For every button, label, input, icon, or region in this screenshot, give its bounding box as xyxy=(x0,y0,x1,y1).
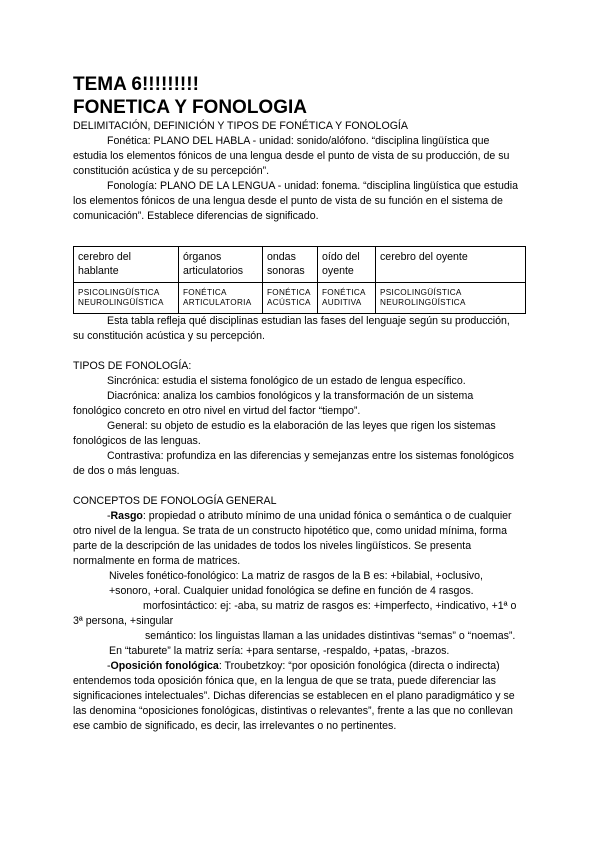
nivel-morfosintactico: morfosintáctico: ej: -aba, su matriz de rasgos es: +imperfecto, +indicativo, +1ª o 3ª persona, +singular xyxy=(73,600,517,627)
table-header-cell: ondas sonoras xyxy=(263,247,318,283)
paragraph-fonetica: Fonética: PLANO DEL HABLA - unidad: sonido/alófono. “disciplina lingüística que estudia los elementos fónicos de una lengua desde el punto de vista de su producción, de su constitución acústica y de su percepción”. xyxy=(73,135,510,177)
oposicion-prefix: - xyxy=(107,660,111,672)
tipo-sincronica: Sincrónica: estudia el sistema fonológico de un estado de lengua específico. xyxy=(107,375,466,387)
table-cell: FONÉTICA ARTICULATORIA xyxy=(179,283,263,314)
table-row xyxy=(74,283,526,314)
title-main: FONETICA Y FONOLOGIA xyxy=(73,97,307,118)
title-tema: TEMA 6!!!!!!!!! xyxy=(73,74,199,95)
rasgo-prefix: - xyxy=(107,510,111,522)
section-heading-delimitacion: DELIMITACIÓN, DEFINICIÓN Y TIPOS DE FONÉTICA Y FONOLOGÍA xyxy=(73,120,408,132)
table-cell: PSICOLINGÜÍSTICA NEUROLINGÜÍSTICA xyxy=(74,283,179,314)
table-cell: FONÉTICA ACÚSTICA xyxy=(263,283,318,314)
section-heading-conceptos: CONCEPTOS DE FONOLOGÍA GENERAL xyxy=(73,495,277,507)
paragraph-rasgo xyxy=(73,509,523,569)
table-header-cell: órganos articulatorios xyxy=(179,247,263,283)
table-row xyxy=(74,247,526,283)
table-cell: PSICOLINGÜÍSTICA NEUROLINGÜÍSTICA xyxy=(376,283,526,314)
tipo-general: General: su objeto de estudio es la elaboración de las leyes que rigen los sistemas fonológicos de las lenguas. xyxy=(73,420,496,447)
table-caption: Esta tabla refleja qué disciplinas estudian las fases del lenguaje según su producción, su constitución acústica y su percepción. xyxy=(73,315,510,342)
table-cell: FONÉTICA AUDITIVA xyxy=(318,283,376,314)
table-header-cell: cerebro del hablante xyxy=(74,247,179,283)
term-rasgo: Rasgo xyxy=(110,510,143,522)
nivel-fonetico: Niveles fonético-fonológico: La matriz de rasgos de la B es: +bilabial, +oclusivo, +sonoro, +oral. Cualquier unidad fonológica se define en función de 4 rasgos. xyxy=(109,570,483,597)
page-content xyxy=(73,73,523,734)
table-header-cell: cerebro del oyente xyxy=(376,247,526,283)
paragraph-fonologia: Fonología: PLANO DE LA LENGUA - unidad: fonema. “disciplina lingüística que estudia los elementos fónicos de una lengua desde el punto de vista de su función en el sistema de comunicación”. Establece diferencias de significado. xyxy=(73,180,519,222)
nivel-semantico: semántico: los linguistas llaman a las unidades distintivas “semas” o “noemas”. En “taburete” la matriz sería: +para sentarse, -respaldo, +patas, -brazos. xyxy=(109,630,516,657)
rasgo-definition: : propiedad o atributo mínimo de una unidad fónica o semántica o de cualquier otro nivel de la lengua. Se trata de un constructo hipotético que, como unidad mínima, forma parte de la descripción de las unidades de todos los niveles lingüísticos. Se presenta normalmente en forma de matrices. xyxy=(73,510,512,567)
tipo-contrastiva: Contrastiva: profundiza en las diferencias y semejanzas entre los sistemas fonológicos de dos o más lenguas. xyxy=(73,450,514,477)
oposicion-definition: : Troubetzkoy: “por oposición fonológica (directa o indirecta) entendemos toda oposición fónica que, en la lengua de que se trata, puede diferenciar las significaciones intelectuales”. Dichas diferencias se establecen en el plano paradigmático y se las denomina “oposiciones fonológicas, distintivas o relevantes”, frente a las que no conllevan ese cambio de significado, es decir, las irrelevantes o no pertinentes. xyxy=(73,660,515,732)
term-oposicion: Oposición fonológica xyxy=(110,660,219,672)
section-heading-tipos: TIPOS DE FONOLOGÍA: xyxy=(73,360,192,372)
tipo-diacronica: Diacrónica: analiza los cambios fonológicos y la transformación de un sistema fonológico concreto en otro nivel en virtud del factor “tiempo”. xyxy=(73,390,474,417)
paragraph-oposicion xyxy=(73,659,523,734)
table-header-cell: oído del oyente xyxy=(318,247,376,283)
phases-table xyxy=(73,246,526,314)
